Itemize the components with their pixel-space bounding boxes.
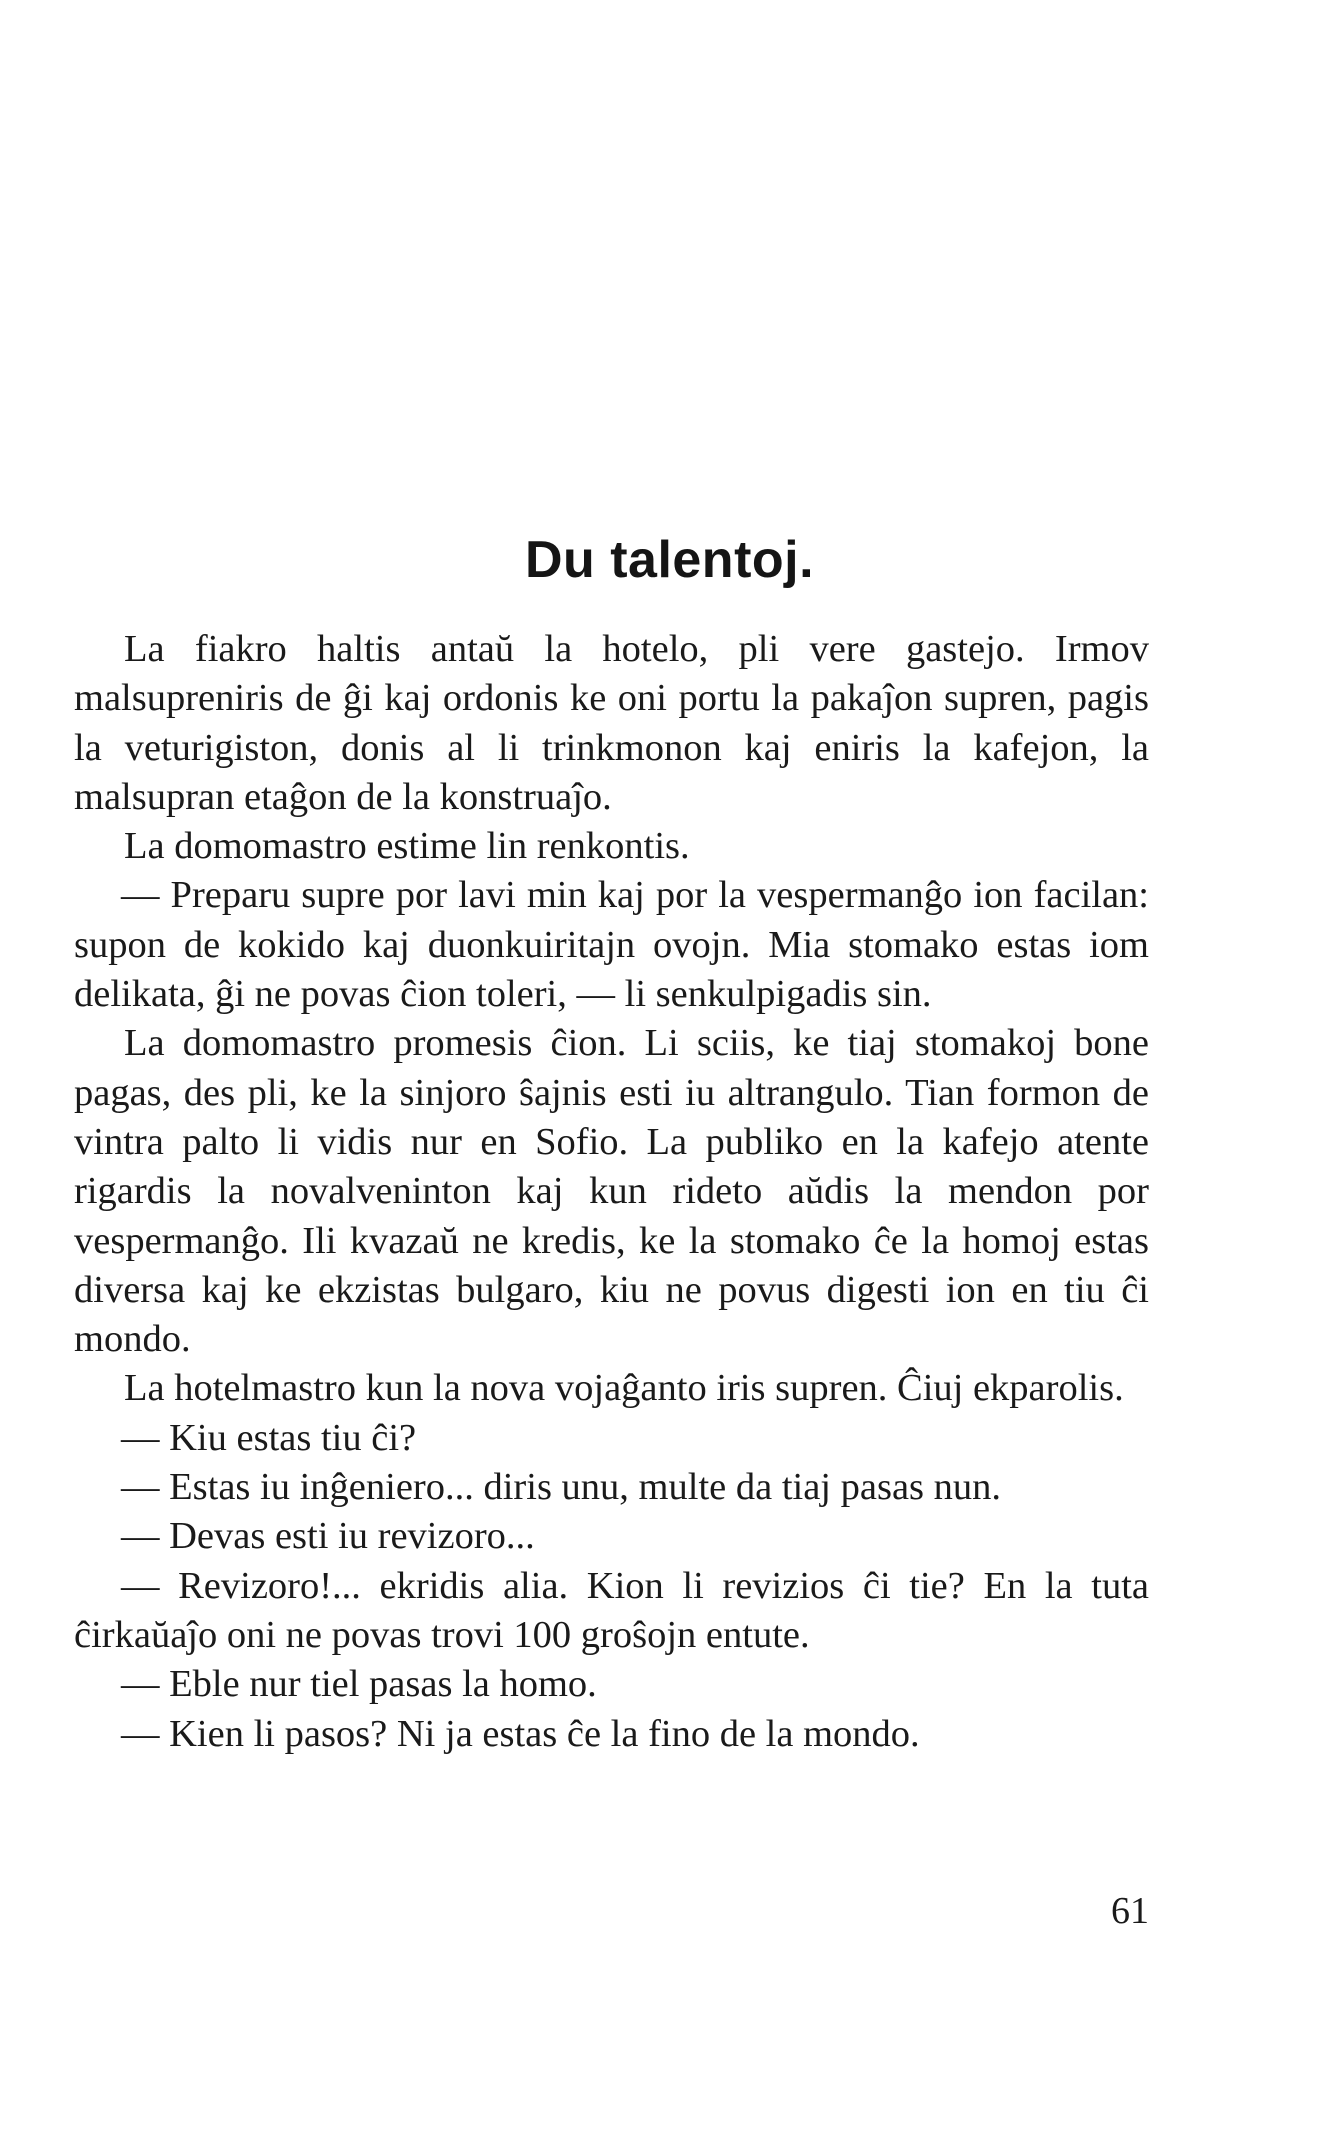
- dialogue-line: — Estas iu inĝeniero... diris unu, multe da tiaj pasas nun.: [121, 1466, 1002, 1509]
- paragraph: La fiakro haltis antaŭ la hotelo, pli vere gastejo. Irmov malsupreniris de ĝi kaj ordonis ke oni portu la pakaĵon supren, pagis la veturigiston, donis al li trinkmonon kaj eniris la kafejon, la malsupran etaĝon de la konstruaĵo.: [74, 628, 1149, 818]
- dialogue-line: — Devas esti iu revizoro...: [121, 1515, 535, 1558]
- dialogue-line: — Kiu estas tiu ĉi?: [121, 1416, 417, 1459]
- dialogue-line: — Kien li pasos? Ni ja estas ĉe la fino de la mondo.: [121, 1712, 920, 1755]
- paragraph: La hotelmastro kun la nova vojaĝanto iris supren. Ĉiuj ekparolis.: [124, 1367, 1124, 1410]
- chapter-title: Du talentoj.: [524, 530, 815, 589]
- dialogue-line: — Preparu supre por lavi min kaj por la vespermanĝo ion facilan: supon de kokido kaj duonkuiritajn ovojn. Mia stomako estas iom delikata, ĝi ne povas ĉion toleri, — li senkulpigadis sin.: [74, 874, 1149, 1016]
- chapter-body: [74, 625, 1149, 1759]
- dialogue-line: — Eble nur tiel pasas la homo.: [121, 1663, 597, 1706]
- paragraph: La domomastro estime lin renkontis.: [124, 825, 690, 868]
- paragraph: La domomastro promesis ĉion. Li sciis, ke tiaj stomakoj bone pagas, des pli, ke la sinjoro ŝajnis esti iu altrangulo. Tian formon de vintra palto li vidis nur en Sofio. La publiko en la kafejo atente rigardis la novalveninton kaj kun rideto aŭdis la mendon por vespermanĝo. Ili kvazaŭ ne kredis, ke la stomako ĉe la homoj estas diversa kaj ke ekzistas bulgaro, kiu ne povus digesti ion en tiu ĉi mondo.: [74, 1022, 1149, 1361]
- dialogue-line: — Revizoro!... ekridis alia. Kion li revizios ĉi tie? En la tuta ĉirkaŭaĵo oni ne povas trovi 100 groŝojn entute.: [74, 1564, 1149, 1656]
- page-number: 61: [1111, 1890, 1149, 1932]
